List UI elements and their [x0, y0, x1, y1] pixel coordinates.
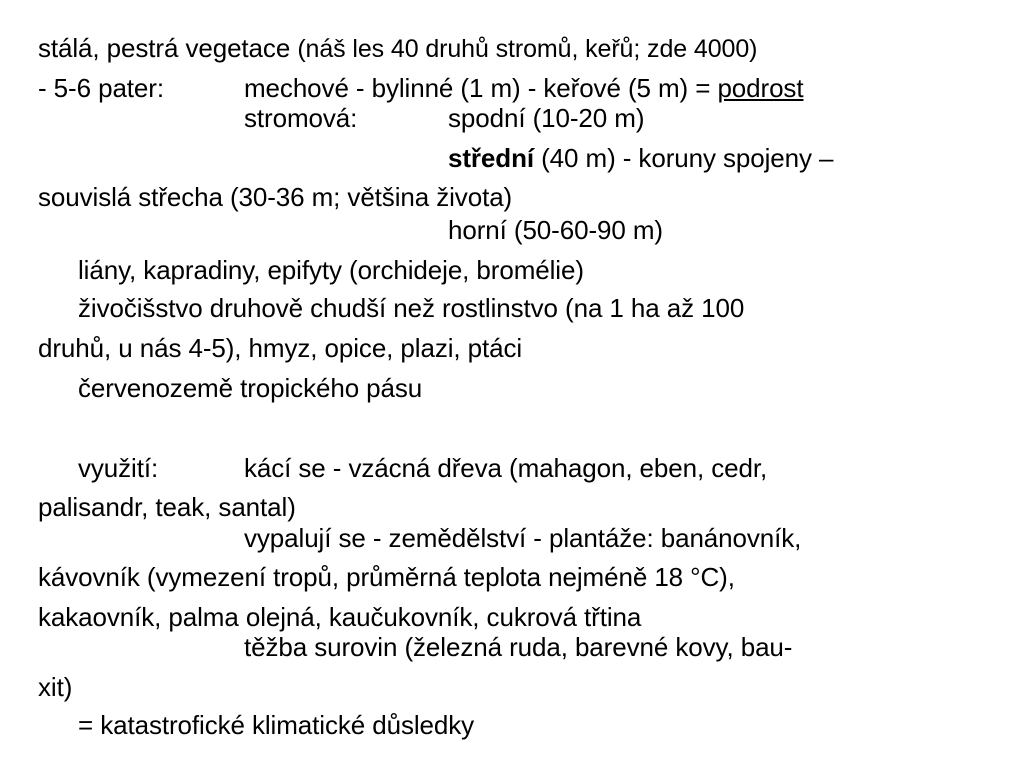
vegetation-text: stálá, pestrá vegetace — [38, 33, 298, 63]
usage-logging: kácí se - vzácná dřeva (mahagon, eben, cedr, — [244, 453, 768, 483]
soil-line: červenozemě tropického pásu — [78, 373, 423, 403]
usage-burning-cont1: kávovník (vymezení tropů, průměrná teplota nejméně 18 °C), — [38, 562, 735, 592]
canopy-line: souvislá střecha (30-36 m; většina života) — [38, 182, 513, 212]
fauna-line-cont: druhů, u nás 4-5), hmyz, opice, plazi, ptáci — [38, 333, 523, 363]
middle-term: střední — [448, 143, 534, 173]
usage-logging-cont: palisandr, teak, santal) — [38, 492, 296, 522]
usage-mining-cont: xit) — [38, 672, 73, 702]
lianas-line: liány, kapradiny, epifyty (orchideje, bromélie) — [78, 255, 584, 285]
usage-burning-cont2: kakaovník, palma olejná, kaučukovník, cukrová třtina — [38, 602, 642, 632]
levels-description: mechové - bylinné (1 m) - keřové (5 m) = — [244, 73, 718, 103]
line-vegetation — [38, 33, 757, 64]
middle-text: (40 m) - koruny spojeny – — [533, 143, 834, 173]
undergrowth-term: podrost — [717, 73, 804, 103]
usage-mining: těžba surovin (železná ruda, barevné kovy, bau- — [244, 632, 793, 662]
tree-label: stromová: — [244, 103, 358, 133]
consequence-line: = katastrofické klimatické důsledky — [78, 710, 475, 740]
vegetation-paren: (náš les 40 druhů stromů, keřů; zde 4000) — [297, 35, 758, 63]
upper-level: horní (50-60-90 m) — [448, 215, 663, 245]
levels-label: - 5-6 pater: — [38, 73, 164, 103]
lower-level: spodní (10-20 m) — [448, 103, 645, 133]
levels-text — [244, 73, 803, 103]
fauna-line: živočišstvo druhově chudší než rostlinstvo (na 1 ha až 100 — [78, 293, 745, 323]
usage-label: využití: — [78, 453, 159, 483]
usage-burning: vypalují se - zemědělství - plantáže: banánovník, — [244, 523, 802, 553]
middle-level — [448, 143, 833, 173]
